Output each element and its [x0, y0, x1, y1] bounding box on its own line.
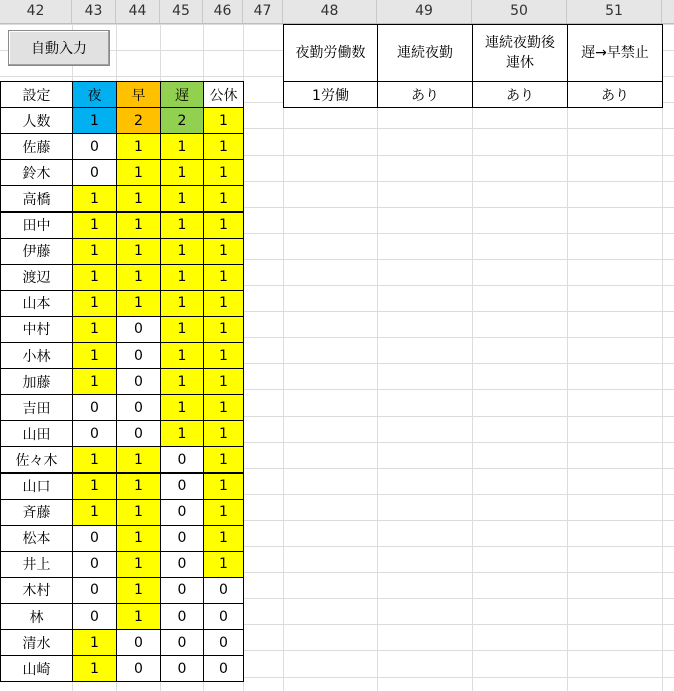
shift-availability-cell[interactable]: 1 — [160, 238, 204, 265]
employee-name-cell[interactable]: 渡辺 — [0, 264, 73, 291]
shift-availability-cell[interactable]: 0 — [160, 655, 204, 682]
shift-availability-cell[interactable]: 1 — [116, 159, 161, 186]
shift-availability-cell[interactable]: 1 — [116, 264, 161, 291]
shift-availability-cell[interactable]: 1 — [160, 133, 204, 160]
shift-availability-cell[interactable]: 1 — [116, 577, 161, 604]
employee-name-cell[interactable]: 中村 — [0, 316, 73, 343]
shift-availability-cell[interactable]: 0 — [203, 655, 244, 682]
shift-availability-cell[interactable]: 0 — [116, 420, 161, 447]
shift-availability-cell[interactable]: 1 — [116, 446, 161, 473]
shift-availability-cell[interactable]: 1 — [116, 290, 161, 317]
shift-availability-cell[interactable]: 0 — [116, 655, 161, 682]
shift-availability-cell[interactable]: 1 — [203, 473, 244, 500]
shift-availability-cell[interactable]: 1 — [203, 368, 244, 395]
column-header[interactable]: 50 — [472, 0, 567, 23]
gridline-vertical — [662, 24, 663, 691]
parameter-header-line: 連休 — [506, 55, 534, 71]
employee-name-cell[interactable]: 林 — [0, 603, 73, 630]
auto-input-button[interactable]: 自動入力 — [8, 30, 110, 66]
employee-name-cell[interactable]: 斉藤 — [0, 499, 73, 526]
shift-availability-cell[interactable]: 1 — [203, 446, 244, 473]
shift-availability-cell[interactable]: 0 — [160, 551, 204, 578]
shift-availability-cell[interactable]: 1 — [72, 290, 117, 317]
shift-header-cell[interactable]: 遅 — [160, 81, 204, 108]
parameter-header-cell[interactable] — [567, 24, 663, 82]
headcount-cell[interactable]: 1 — [203, 107, 244, 134]
shift-availability-cell[interactable]: 1 — [116, 473, 161, 500]
shift-availability-cell[interactable]: 1 — [160, 290, 204, 317]
employee-name-cell[interactable]: 伊藤 — [0, 238, 73, 265]
column-header[interactable]: 42 — [0, 0, 72, 23]
shift-availability-cell[interactable]: 1 — [160, 159, 204, 186]
parameter-value-cell[interactable]: あり — [472, 81, 568, 108]
shift-availability-cell[interactable]: 1 — [72, 499, 117, 526]
shift-availability-cell[interactable]: 1 — [203, 342, 244, 369]
employee-name-cell[interactable]: 井上 — [0, 551, 73, 578]
shift-availability-cell[interactable]: 0 — [72, 525, 117, 552]
shift-availability-cell[interactable]: 1 — [160, 394, 204, 421]
shift-availability-cell[interactable]: 1 — [116, 212, 161, 239]
shift-availability-cell[interactable]: 0 — [116, 394, 161, 421]
shift-availability-cell[interactable]: 0 — [72, 603, 117, 630]
shift-availability-cell[interactable]: 1 — [203, 133, 244, 160]
shift-availability-cell[interactable]: 1 — [160, 368, 204, 395]
shift-availability-cell[interactable]: 1 — [160, 264, 204, 291]
settings-header-cell[interactable]: 設定 — [0, 81, 73, 108]
shift-availability-cell[interactable]: 1 — [116, 238, 161, 265]
shift-availability-cell[interactable]: 1 — [72, 342, 117, 369]
shift-availability-cell[interactable]: 1 — [160, 342, 204, 369]
shift-availability-cell[interactable]: 0 — [160, 525, 204, 552]
shift-availability-cell[interactable]: 1 — [116, 525, 161, 552]
column-header[interactable]: 46 — [203, 0, 243, 23]
shift-availability-cell[interactable]: 1 — [72, 368, 117, 395]
employee-name-cell[interactable]: 木村 — [0, 577, 73, 604]
shift-availability-cell[interactable]: 1 — [203, 394, 244, 421]
shift-availability-cell[interactable]: 0 — [160, 603, 204, 630]
shift-availability-cell[interactable]: 1 — [203, 551, 244, 578]
headcount-cell[interactable]: 1 — [72, 107, 117, 134]
shift-availability-cell[interactable]: 0 — [203, 603, 244, 630]
employee-name-cell[interactable]: 山田 — [0, 420, 73, 447]
shift-availability-cell[interactable]: 1 — [72, 185, 117, 212]
employee-name-cell[interactable]: 佐藤 — [0, 133, 73, 160]
shift-availability-cell[interactable]: 0 — [72, 577, 117, 604]
employee-name-cell[interactable]: 松本 — [0, 525, 73, 552]
parameter-header-cell[interactable] — [377, 24, 473, 82]
shift-availability-cell[interactable]: 0 — [72, 394, 117, 421]
employee-name-cell[interactable]: 鈴木 — [0, 159, 73, 186]
gridline-vertical — [377, 24, 378, 691]
column-header[interactable]: 44 — [116, 0, 160, 23]
employee-name-cell[interactable]: 清水 — [0, 629, 73, 656]
shift-availability-cell[interactable]: 1 — [203, 316, 244, 343]
employee-name-cell[interactable]: 加藤 — [0, 368, 73, 395]
column-header[interactable]: 43 — [72, 0, 116, 23]
shift-availability-cell[interactable]: 1 — [72, 264, 117, 291]
headcount-label-cell[interactable]: 人数 — [0, 107, 73, 134]
shift-availability-cell[interactable]: 0 — [72, 133, 117, 160]
column-header[interactable]: 49 — [377, 0, 472, 23]
shift-availability-cell[interactable]: 0 — [72, 159, 117, 186]
parameter-header-cell[interactable] — [283, 24, 378, 82]
shift-availability-cell[interactable]: 0 — [160, 499, 204, 526]
employee-name-cell[interactable]: 山本 — [0, 290, 73, 317]
shift-availability-cell[interactable]: 1 — [160, 420, 204, 447]
shift-availability-cell[interactable]: 0 — [116, 316, 161, 343]
shift-availability-cell[interactable]: 1 — [160, 316, 204, 343]
column-header[interactable]: 48 — [283, 0, 377, 23]
employee-name-cell[interactable]: 高橋 — [0, 185, 73, 212]
shift-availability-cell[interactable]: 0 — [160, 629, 204, 656]
shift-header-cell[interactable]: 早 — [116, 81, 161, 108]
shift-availability-cell[interactable]: 1 — [116, 185, 161, 212]
shift-availability-cell[interactable]: 0 — [72, 551, 117, 578]
shift-availability-cell[interactable]: 0 — [203, 629, 244, 656]
shift-availability-cell[interactable]: 1 — [72, 473, 117, 500]
shift-availability-cell[interactable]: 1 — [203, 525, 244, 552]
shift-availability-cell[interactable]: 1 — [203, 159, 244, 186]
shift-availability-cell[interactable]: 1 — [116, 499, 161, 526]
gridline-vertical — [567, 24, 568, 691]
parameter-header-cell[interactable] — [472, 24, 568, 82]
shift-availability-cell[interactable]: 1 — [116, 133, 161, 160]
shift-availability-cell[interactable]: 1 — [72, 446, 117, 473]
shift-header-cell[interactable]: 公休 — [203, 81, 244, 108]
shift-availability-cell[interactable]: 0 — [116, 629, 161, 656]
headcount-cell[interactable]: 2 — [160, 107, 204, 134]
parameter-value-cell[interactable]: 1労働 — [283, 81, 378, 108]
shift-availability-cell[interactable]: 1 — [203, 212, 244, 239]
shift-availability-cell[interactable]: 0 — [116, 368, 161, 395]
shift-availability-cell[interactable]: 1 — [160, 212, 204, 239]
parameter-header-line: 夜勤労働数 — [295, 45, 366, 61]
employee-name-cell[interactable]: 佐々木 — [0, 446, 73, 473]
shift-availability-cell[interactable]: 1 — [203, 290, 244, 317]
column-header-bar — [0, 0, 674, 24]
employee-name-cell[interactable]: 吉田 — [0, 394, 73, 421]
shift-availability-cell[interactable]: 1 — [116, 551, 161, 578]
headcount-cell[interactable]: 2 — [116, 107, 161, 134]
column-header[interactable]: 51 — [567, 0, 662, 23]
shift-availability-cell[interactable]: 0 — [116, 342, 161, 369]
parameter-header-line: 連続夜勤 — [397, 45, 453, 61]
shift-availability-cell[interactable]: 1 — [160, 185, 204, 212]
employee-name-cell[interactable]: 田中 — [0, 212, 73, 239]
employee-name-cell[interactable]: 小林 — [0, 342, 73, 369]
shift-availability-cell[interactable]: 1 — [116, 603, 161, 630]
shift-availability-cell[interactable]: 1 — [72, 629, 117, 656]
shift-availability-cell[interactable]: 1 — [72, 316, 117, 343]
parameter-value-cell[interactable]: あり — [567, 81, 663, 108]
shift-header-cell[interactable]: 夜 — [72, 81, 117, 108]
shift-availability-cell[interactable]: 1 — [72, 238, 117, 265]
parameter-header-line: 遅→早禁止 — [581, 45, 649, 61]
shift-availability-cell[interactable]: 0 — [72, 420, 117, 447]
shift-availability-cell[interactable]: 0 — [160, 446, 204, 473]
parameter-value-cell[interactable]: あり — [377, 81, 473, 108]
shift-availability-cell[interactable]: 1 — [72, 212, 117, 239]
employee-name-cell[interactable]: 山口 — [0, 473, 73, 500]
gridline-vertical — [472, 24, 473, 691]
shift-availability-cell[interactable]: 1 — [203, 420, 244, 447]
shift-availability-cell[interactable]: 1 — [203, 238, 244, 265]
column-header[interactable]: 45 — [160, 0, 203, 23]
shift-availability-cell[interactable]: 1 — [203, 264, 244, 291]
employee-name-cell[interactable]: 山崎 — [0, 655, 73, 682]
parameter-header-line: 連続夜勤後 — [485, 35, 555, 51]
shift-availability-cell[interactable]: 0 — [160, 473, 204, 500]
shift-availability-cell[interactable]: 1 — [203, 185, 244, 212]
shift-availability-cell[interactable]: 0 — [160, 577, 204, 604]
shift-availability-cell[interactable]: 1 — [203, 499, 244, 526]
gridline-vertical — [283, 24, 284, 691]
shift-availability-cell[interactable]: 0 — [203, 577, 244, 604]
column-header[interactable]: 47 — [243, 0, 283, 23]
shift-availability-cell[interactable]: 1 — [72, 655, 117, 682]
